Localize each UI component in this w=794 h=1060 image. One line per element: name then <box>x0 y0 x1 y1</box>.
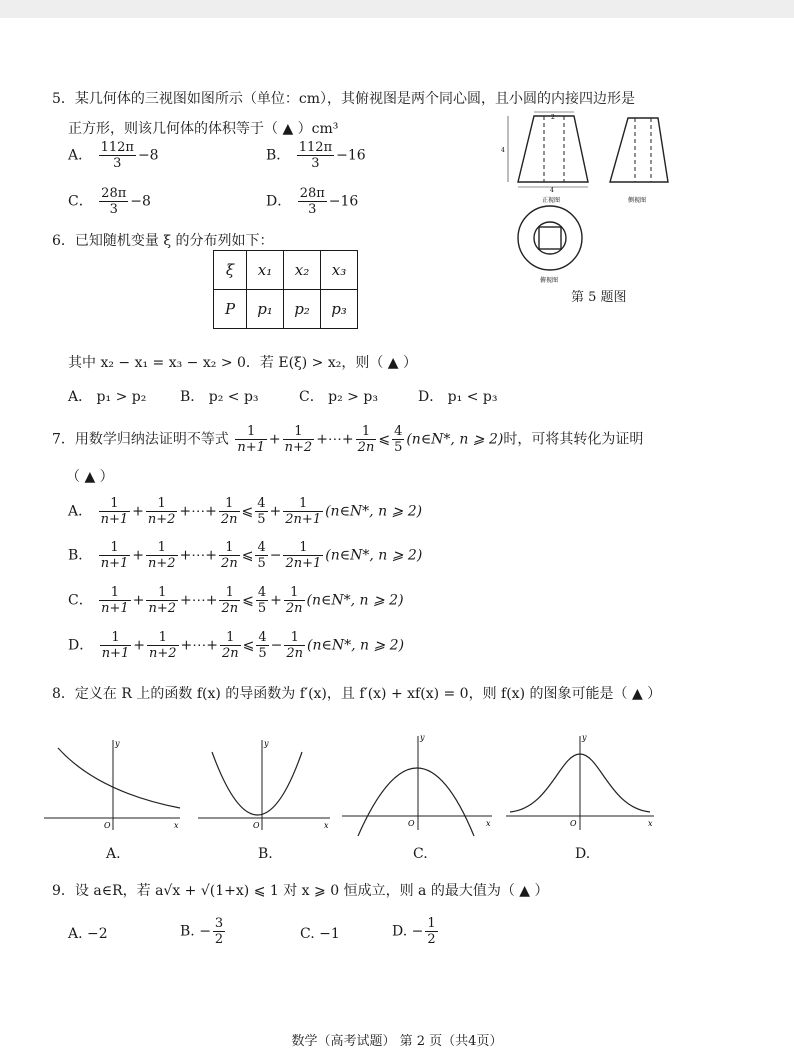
svg-text:y: y <box>264 739 269 748</box>
side-view-label: 侧视图 <box>628 197 647 204</box>
scan-top-band <box>0 0 794 18</box>
q5-three-view-figure <box>500 110 700 310</box>
svg-text:O: O <box>408 819 415 828</box>
q6-option-d: D． p₁ < p₃ <box>418 389 498 405</box>
front-view-label: 正视图 <box>542 197 561 204</box>
q9-stem: 9．设 a∈R，若 a√x + √(1+x) ⩽ 1 对 x ⩾ 0 恒成立，则 a 的最大值为（ ▲ ） <box>52 883 549 899</box>
q7-answer-slot: （ ▲ ） <box>66 469 114 485</box>
svg-text:O: O <box>104 821 111 830</box>
svg-text:x: x <box>174 821 179 830</box>
q5-number: 5． <box>52 91 75 107</box>
q8-graph-c <box>342 733 492 836</box>
q9-option-a: A. −2 <box>68 926 108 942</box>
q6-stem: 6．已知随机变量 ξ 的分布列如下： <box>52 233 274 249</box>
svg-text:O: O <box>570 819 577 828</box>
q7-option-b: B． $\frac{1}{n+1}$ + $\frac{1}{n+2}$ +⋯+ $\frac{1}{2n}$ ⩽ $\frac{4}{5}$ − $\frac{1}{2n+1}$ (n∈N*, n ⩾ 2) <box>68 540 423 571</box>
q8-graph-d <box>506 733 654 830</box>
dim-top: 2 <box>551 114 555 121</box>
top-view <box>518 206 582 284</box>
q6-option-b: B． p₂ < p₃ <box>180 389 259 405</box>
q6-option-a: A． p₁ > p₂ <box>68 389 147 405</box>
q9-option-b: B. − $\frac{3}{2}$ <box>180 916 224 947</box>
svg-text:y: y <box>582 733 587 742</box>
q7-stem: 7．用数学归纳法证明不等式 $\frac{1}{n+1}$ + $\frac{1}{n+2}$ +⋯+ $\frac{1}{2n}$ ⩽ $\frac{4}{5}$ (n∈N*, n ⩾ 2)时，可将其转化为证明 <box>52 424 644 455</box>
q7-option-a: A． $\frac{1}{n+1}$ + $\frac{1}{n+2}$ +⋯+ $\frac{1}{2n}$ ⩽ $\frac{4}{5}$ + $\frac{1}{2n+1}$ (n∈N*, n ⩾ 2) <box>68 496 423 527</box>
q8-label-c: C. <box>413 846 428 862</box>
table-row: ξ x₁ x₂ x₃ <box>214 251 358 290</box>
table-row: P p₁ p₂ p₃ <box>214 290 358 329</box>
svg-text:O: O <box>253 821 260 830</box>
q6-option-c: C． p₂ > p₃ <box>299 389 378 405</box>
q6-distribution-table <box>213 250 358 329</box>
q5-option-b: B． $\frac{112\pi}{3}$ −16 <box>266 140 366 171</box>
q9-option-d: D. − $\frac{1}{2}$ <box>392 916 436 947</box>
q9-option-c: C. −1 <box>300 926 340 942</box>
q8-label-b: B. <box>258 846 273 862</box>
q7-option-c: C． $\frac{1}{n+1}$ + $\frac{1}{n+2}$ +⋯+ $\frac{1}{2n}$ ⩽ $\frac{4}{5}$ + $\frac{1}{2n}$ (n∈N*, n ⩾ 2) <box>68 585 404 616</box>
q8-graph-a <box>44 739 180 830</box>
side-view <box>610 118 668 204</box>
q5-line2: 正方形，则该几何体的体积等于（ ▲ ）cm³ <box>68 121 339 137</box>
q8-stem: 8．定义在 R 上的函数 f(x) 的导函数为 f′(x)，且 f′(x) + xf(x) = 0，则 f(x) 的图象可能是（ ▲ ） <box>52 686 662 702</box>
q8-graph-b <box>198 739 330 830</box>
dim-bottom: 4 <box>550 187 554 194</box>
svg-text:x: x <box>486 819 491 828</box>
q5-option-d: D． $\frac{28\pi}{3}$ −16 <box>266 186 359 217</box>
svg-text:x: x <box>648 819 653 828</box>
top-view-label: 俯视图 <box>540 277 559 284</box>
q5-option-c: C． $\frac{28\pi}{3}$ −8 <box>68 186 151 217</box>
q6-condition: 其中 x₂ − x₁ = x₃ − x₂ > 0．若 E(ξ) > x₂，则（ ▲ ） <box>68 355 418 371</box>
q8-graphs <box>40 730 670 840</box>
q8-label-a: A. <box>106 846 121 862</box>
svg-text:y: y <box>420 733 425 742</box>
q8-label-d: D. <box>575 846 591 862</box>
svg-text:y: y <box>115 739 120 748</box>
page-footer: 数学（高考试题） 第 2 页（共4页） <box>291 1034 503 1049</box>
q7-option-d: D． $\frac{1}{n+1}$ + $\frac{1}{n+2}$ +⋯+ $\frac{1}{2n}$ ⩽ $\frac{4}{5}$ − $\frac{1}{2n}$ (n∈N*, n ⩾ 2) <box>68 630 405 661</box>
q5-option-a: A． $\frac{112\pi}{3}$ −8 <box>68 140 159 171</box>
dim-left: 4 <box>501 147 505 154</box>
q5-figure-caption: 第 5 题图 <box>571 290 627 305</box>
q5-stem-1: 某几何体的三视图如图所示（单位：cm），其俯视图是两个同心圆，且小圆的内接四边形是 <box>74 91 636 107</box>
front-view <box>501 112 588 204</box>
svg-text:x: x <box>324 821 329 830</box>
q5-line1 <box>52 88 635 108</box>
